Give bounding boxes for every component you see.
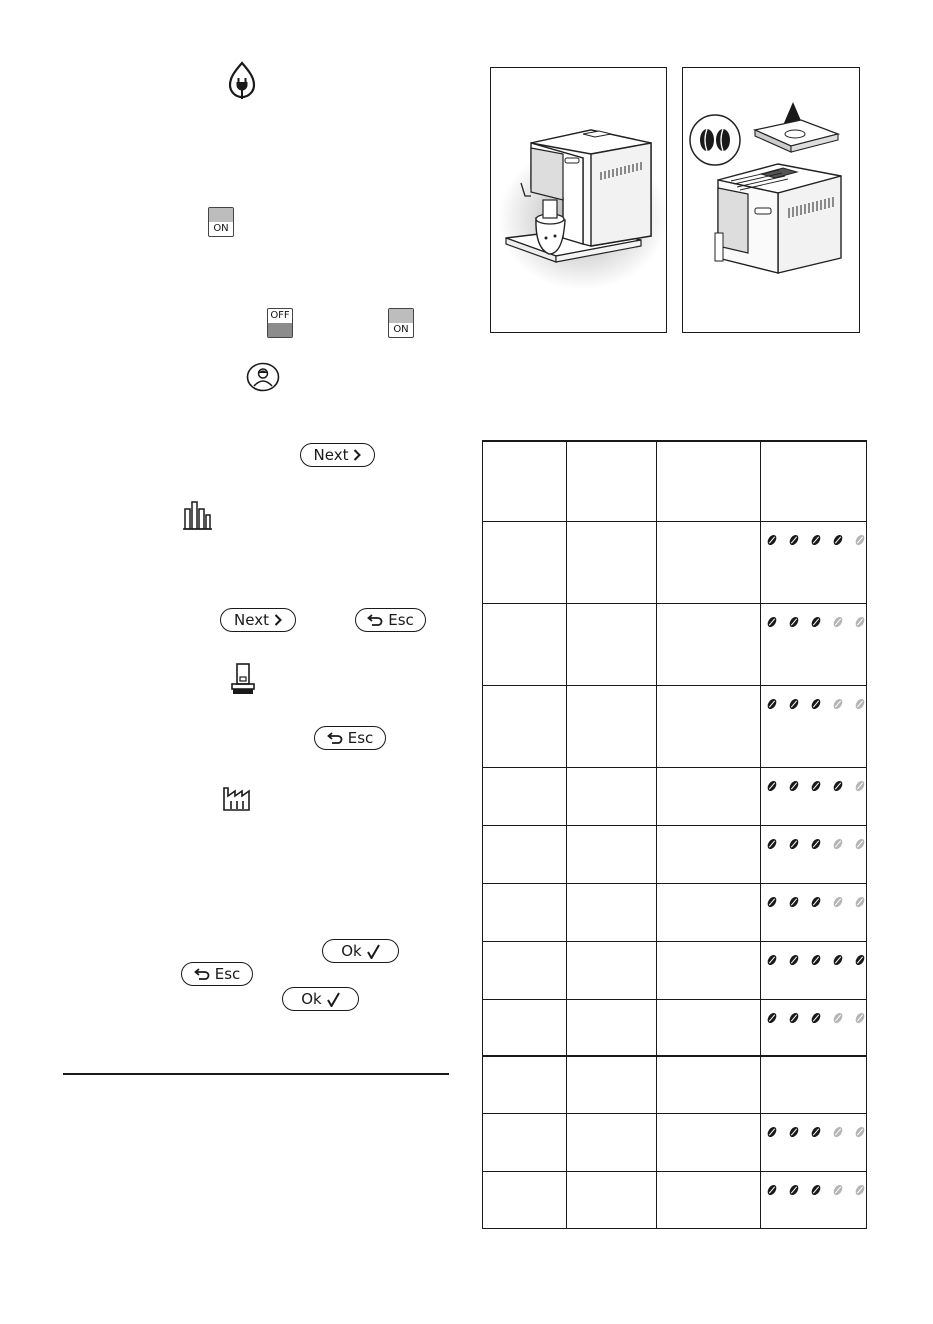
coffee-bean-empty-icon [831, 697, 845, 711]
coffee-bean-empty-icon [831, 1125, 845, 1139]
table-row-divider [482, 999, 867, 1000]
check-mark-icon [367, 944, 380, 959]
illustration-machine-with-milk-carafe [490, 67, 667, 333]
coffee-bean-empty-icon [853, 697, 867, 711]
table-row-divider [482, 1055, 867, 1057]
illustration-bean-container-lid [682, 67, 860, 333]
coffee-bean-filled-icon [765, 837, 779, 851]
ok-button[interactable] [282, 987, 359, 1011]
coffee-bean-filled-icon [765, 533, 779, 547]
coffee-bean-filled-icon [765, 1125, 779, 1139]
coffee-bean-filled-icon [809, 953, 823, 967]
coffee-bean-filled-icon [787, 533, 801, 547]
aroma-rating [765, 953, 867, 967]
coffee-bean-filled-icon [765, 895, 779, 909]
section-divider [63, 1073, 449, 1075]
coffee-bean-empty-icon [853, 533, 867, 547]
table-row-divider [482, 603, 867, 604]
coffee-bean-filled-icon [787, 1183, 801, 1197]
water-filter-icon [230, 663, 256, 695]
esc-button-label: Esc [347, 729, 374, 747]
aroma-rating [765, 1183, 867, 1197]
ok-button-label: Ok [301, 990, 322, 1008]
factory-settings-icon [222, 782, 252, 812]
coffee-bean-filled-icon [809, 779, 823, 793]
table-border-bottom [482, 1228, 867, 1229]
chevron-right-icon [274, 614, 282, 626]
coffee-bean-filled-icon [787, 615, 801, 629]
coffee-bean-empty-icon [831, 895, 845, 909]
coffee-bean-filled-icon [809, 837, 823, 851]
coffee-bean-filled-icon [765, 779, 779, 793]
aroma-rating [765, 615, 867, 629]
return-arrow-icon [194, 968, 210, 980]
coffee-bean-filled-icon [831, 533, 845, 547]
return-arrow-icon [367, 614, 383, 626]
coffee-bean-empty-icon [853, 1011, 867, 1025]
statistics-bars-icon [182, 500, 212, 530]
on-key-icon: ON [388, 308, 414, 338]
coffee-bean-empty-icon [831, 615, 845, 629]
table-col-divider [656, 440, 657, 1229]
profile-icon [246, 362, 280, 392]
coffee-bean-filled-icon [765, 697, 779, 711]
aroma-rating [765, 533, 867, 547]
table-border-top [482, 440, 867, 442]
chevron-right-icon [353, 449, 361, 461]
bean-container-illustration [683, 68, 859, 332]
table-row-divider [482, 825, 867, 826]
coffee-bean-filled-icon [787, 837, 801, 851]
coffee-bean-filled-icon [809, 533, 823, 547]
coffee-beans-icon [690, 115, 740, 165]
coffee-bean-filled-icon [831, 779, 845, 793]
coffee-bean-filled-icon [831, 953, 845, 967]
table-border-right [866, 440, 867, 1229]
coffee-bean-filled-icon [787, 953, 801, 967]
aroma-rating [765, 1125, 867, 1139]
aroma-rating [765, 895, 867, 909]
ok-button-label: Ok [341, 942, 362, 960]
coffee-bean-filled-icon [809, 1011, 823, 1025]
coffee-bean-empty-icon [853, 837, 867, 851]
aroma-rating [765, 697, 867, 711]
table-row-divider [482, 521, 867, 522]
coffee-bean-filled-icon [809, 1183, 823, 1197]
off-key-icon: OFF [267, 308, 293, 338]
esc-button[interactable] [314, 726, 386, 750]
coffee-bean-empty-icon [853, 615, 867, 629]
check-mark-icon [327, 992, 340, 1007]
esc-button[interactable] [355, 608, 426, 632]
coffee-bean-filled-icon [787, 697, 801, 711]
table-col-divider [566, 440, 567, 1229]
coffee-bean-filled-icon [853, 953, 867, 967]
coffee-bean-empty-icon [831, 1183, 845, 1197]
table-row-divider [482, 685, 867, 686]
coffee-bean-filled-icon [765, 1011, 779, 1025]
next-button[interactable] [300, 443, 375, 467]
table-row-divider [482, 1171, 867, 1172]
esc-button-label: Esc [388, 611, 414, 629]
next-button-label: Next [313, 446, 349, 464]
coffee-bean-filled-icon [765, 1183, 779, 1197]
table-row-divider [482, 941, 867, 942]
on-key-icon: ON [208, 207, 234, 237]
next-button[interactable] [220, 608, 296, 632]
coffee-bean-filled-icon [787, 895, 801, 909]
aroma-rating [765, 837, 867, 851]
coffee-bean-filled-icon [809, 697, 823, 711]
coffee-bean-empty-icon [853, 1125, 867, 1139]
coffee-bean-filled-icon [809, 1125, 823, 1139]
coffee-bean-empty-icon [853, 895, 867, 909]
table-col-divider [482, 440, 483, 1229]
coffee-bean-filled-icon [787, 1011, 801, 1025]
table-row-divider [482, 883, 867, 884]
coffee-bean-empty-icon [831, 837, 845, 851]
coffee-bean-empty-icon [853, 1183, 867, 1197]
coffee-bean-filled-icon [787, 779, 801, 793]
esc-button-label: Esc [214, 965, 241, 983]
return-arrow-icon [327, 732, 343, 744]
table-row-divider [482, 1113, 867, 1114]
coffee-bean-empty-icon [831, 1011, 845, 1025]
coffee-bean-filled-icon [809, 615, 823, 629]
coffee-bean-filled-icon [787, 1125, 801, 1139]
aroma-rating [765, 1011, 867, 1025]
coffee-machine-illustration [491, 68, 666, 332]
ok-button[interactable] [322, 939, 399, 963]
table-row-divider [482, 767, 867, 768]
coffee-bean-filled-icon [765, 615, 779, 629]
next-button-label: Next [234, 611, 269, 629]
esc-button[interactable] [181, 962, 253, 986]
aroma-rating [765, 779, 867, 793]
energy-saving-leaf-plug-icon [226, 60, 258, 102]
coffee-bean-filled-icon [809, 895, 823, 909]
coffee-bean-filled-icon [765, 953, 779, 967]
table-col-divider [760, 440, 761, 1229]
coffee-bean-empty-icon [853, 779, 867, 793]
